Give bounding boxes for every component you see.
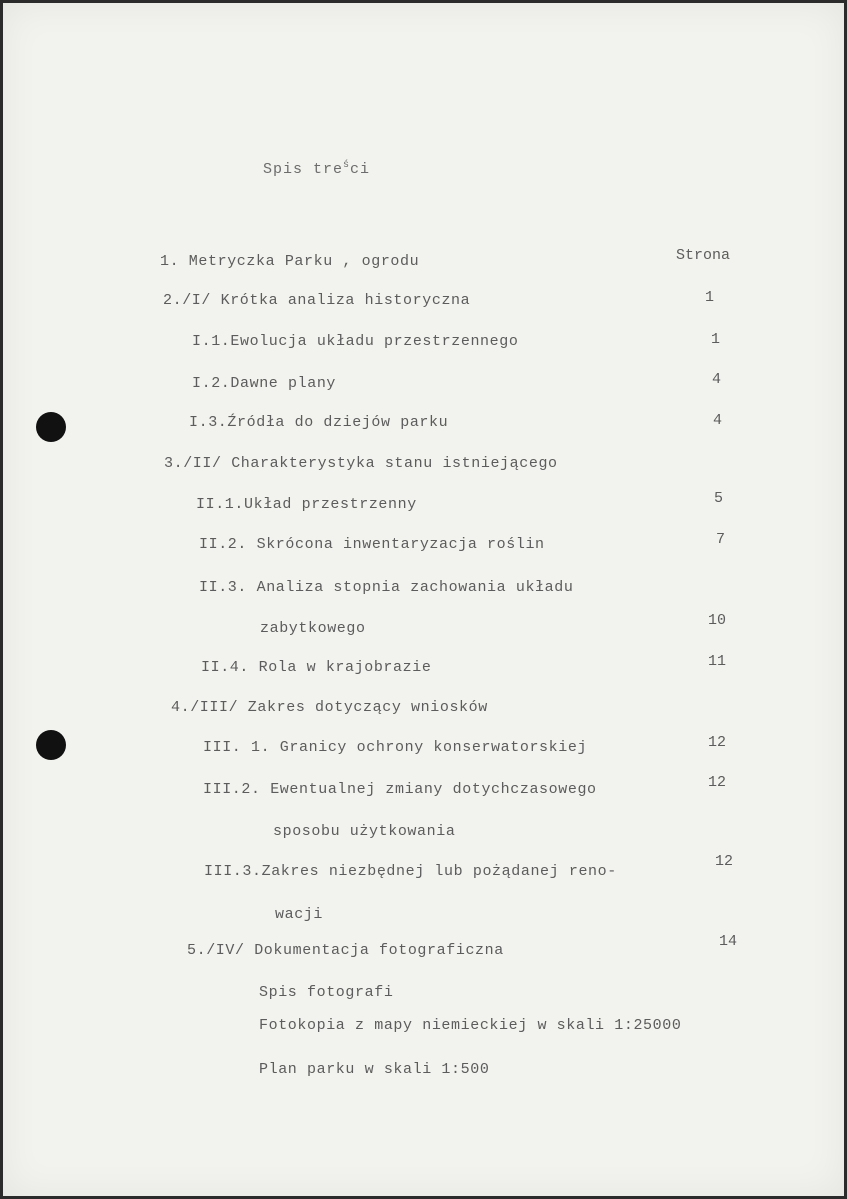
toc-page-number: 1 <box>711 331 721 348</box>
toc-entry: 2./I/ Krótka analiza historyczna <box>163 292 471 309</box>
toc-page-number: 5 <box>714 490 724 507</box>
toc-entry: I.1.Ewolucja układu przestrzennego <box>192 333 519 350</box>
toc-entry: II.3. Analiza stopnia zachowania układu <box>199 579 574 596</box>
page-title: Spis tre$^ś$ci <box>263 160 371 178</box>
toc-page-number: 12 <box>708 734 727 751</box>
toc-entry: III.2. Ewentualnej zmiany dotychczasowego <box>203 781 597 798</box>
punch-hole-bottom <box>36 730 66 760</box>
toc-page-number: 14 <box>719 933 738 950</box>
toc-entry: III. 1. Granicy ochrony konserwatorskiej <box>203 739 588 756</box>
toc-entry: 1. Metryczka Parku , ogrodu <box>160 253 420 270</box>
punch-hole-top <box>36 412 66 442</box>
toc-entry: II.2. Skrócona inwentaryzacja roślin <box>199 536 545 553</box>
toc-entry: I.2.Dawne plany <box>192 375 337 392</box>
toc-page-number: 4 <box>712 371 722 388</box>
toc-page-number: 4 <box>713 412 723 429</box>
toc-entry: III.3.Zakres niezbędnej lub pożądanej reno- <box>204 863 617 880</box>
toc-entry: 4./III/ Zakres dotyczący wniosków <box>171 699 488 716</box>
toc-entry: zabytkowego <box>260 620 366 637</box>
toc-entry: Fotokopia z mapy niemieckiej w skali 1:25000 <box>259 1017 682 1034</box>
toc-page-number: 7 <box>716 531 726 548</box>
toc-entry: sposobu użytkowania <box>273 823 456 840</box>
toc-page-number: 11 <box>708 653 727 670</box>
toc-entry: II.4. Rola w krajobrazie <box>201 659 432 676</box>
toc-entry: II.1.Układ przestrzenny <box>196 496 417 513</box>
toc-entry: wacji <box>275 906 324 923</box>
toc-entry: 3./II/ Charakterystyka stanu istniejącego <box>164 455 558 472</box>
toc-page-number: 1 <box>705 289 715 306</box>
document-page <box>3 3 844 1196</box>
strona-header: Strona <box>676 247 731 264</box>
toc-entry: Plan parku w skali 1:500 <box>259 1061 490 1078</box>
toc-page-number: 10 <box>708 612 727 629</box>
toc-page-number: 12 <box>715 853 734 870</box>
toc-entry: I.3.Źródła do dziejów parku <box>189 414 449 431</box>
toc-entry: 5./IV/ Dokumentacja fotograficzna <box>187 942 504 959</box>
toc-entry: Spis fotografi <box>259 984 394 1001</box>
toc-page-number: 12 <box>708 774 727 791</box>
